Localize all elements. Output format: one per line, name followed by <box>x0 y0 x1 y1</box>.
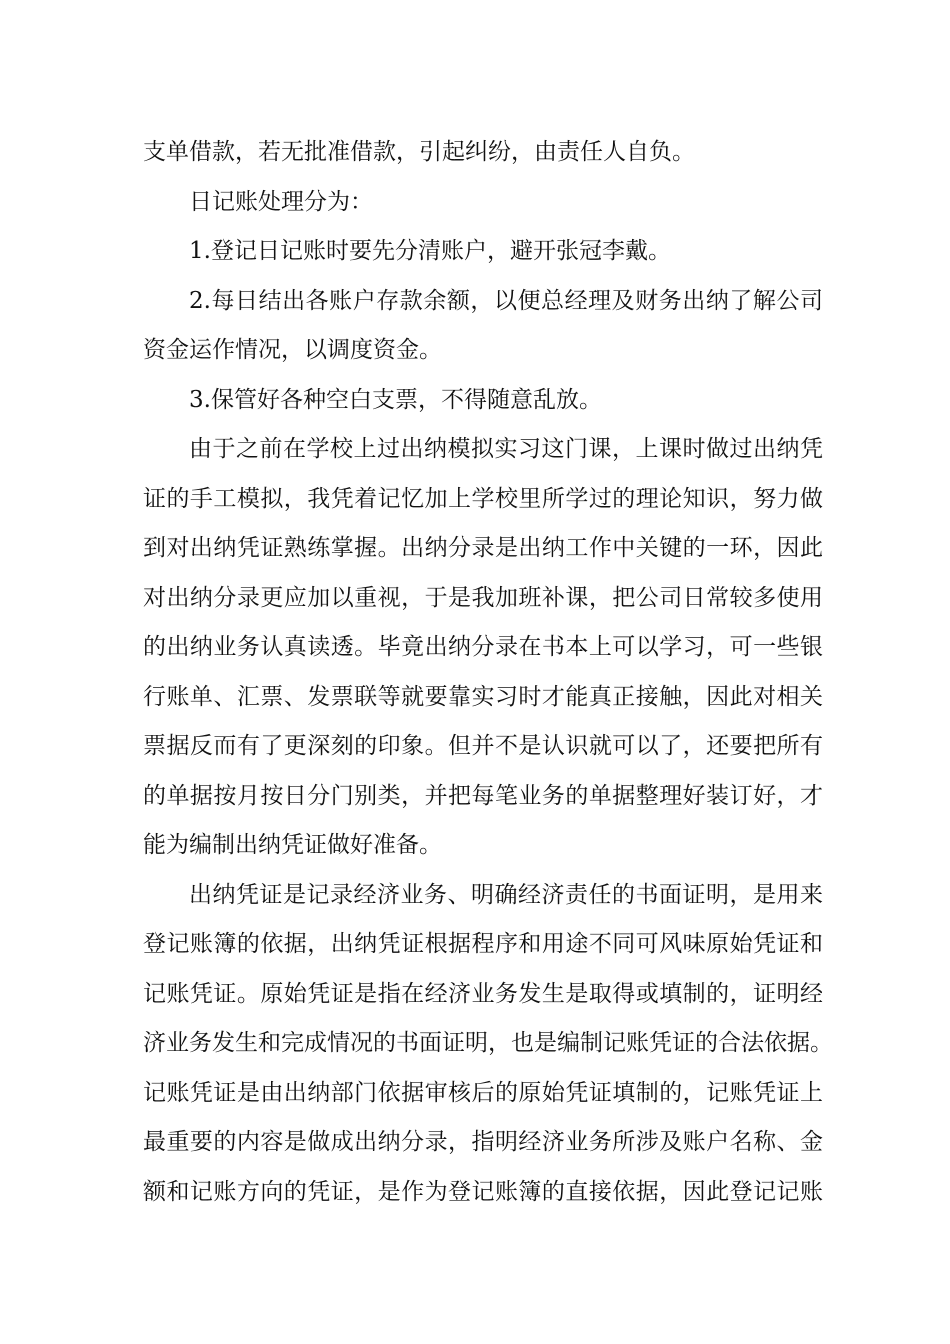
text-line: 行账单、汇票、发票联等就要靠实习时才能真正接触，因此对相关 <box>143 683 823 710</box>
text-line: 能为编制出纳凭证做好准备。 <box>143 832 442 858</box>
text-line: 的出纳业务认真读透。毕竟出纳分录在书本上可以学习，可一些银 <box>143 634 823 660</box>
text-line: 1.登记日记账时要先分清账户，避开张冠李戴。 <box>189 238 671 264</box>
text-line: 资金运作情况，以调度资金。 <box>143 337 442 363</box>
text-line: 3.保管好各种空白支票，不得随意乱放。 <box>189 386 602 413</box>
text-line: 对出纳分录更应加以重视，于是我加班补课，把公司日常较多使用 <box>143 584 823 611</box>
text-line: 最重要的内容是做成出纳分录，指明经济业务所涉及账户名称、金 <box>143 1129 823 1155</box>
text-line: 的单据按月按日分门别类，并把每笔业务的单据整理好装订好，才 <box>143 782 823 809</box>
text-line: 到对出纳凭证熟练掌握。出纳分录是出纳工作中关键的一环，因此 <box>143 535 823 561</box>
text-line: 登记账簿的依据，出纳凭证根据程序和用途不同可风味原始凭证和 <box>143 931 823 957</box>
text-line: 日记账处理分为： <box>189 188 373 215</box>
text-line: 由于之前在学校上过出纳模拟实习这门课，上课时做过出纳凭 <box>189 436 823 462</box>
text-line: 2.每日结出各账户存款余额，以便总经理及财务出纳了解公司 <box>189 287 823 314</box>
text-line: 济业务发生和完成情况的书面证明，也是编制记账凭证的合法依据。 <box>143 1030 833 1056</box>
body-text <box>143 128 833 1217</box>
text-line: 出纳凭证是记录经济业务、明确经济责任的书面证明，是用来 <box>189 881 823 908</box>
text-line: 支单借款，若无批准借款，引起纠纷，由责任人自负。 <box>143 139 695 165</box>
text-line: 记账凭证是由出纳部门依据审核后的原始凭证填制的，记账凭证上 <box>143 1079 823 1106</box>
text-line: 记账凭证。原始凭证是指在经济业务发生是取得或填制的，证明经 <box>143 980 823 1007</box>
text-line: 证的手工模拟，我凭着记忆加上学校里所学过的理论知识，努力做 <box>143 485 823 512</box>
text-line: 票据反而有了更深刻的印象。但并不是认识就可以了，还要把所有 <box>143 733 823 759</box>
text-line: 额和记账方向的凭证，是作为登记账簿的直接依据，因此登记记账 <box>143 1178 823 1205</box>
